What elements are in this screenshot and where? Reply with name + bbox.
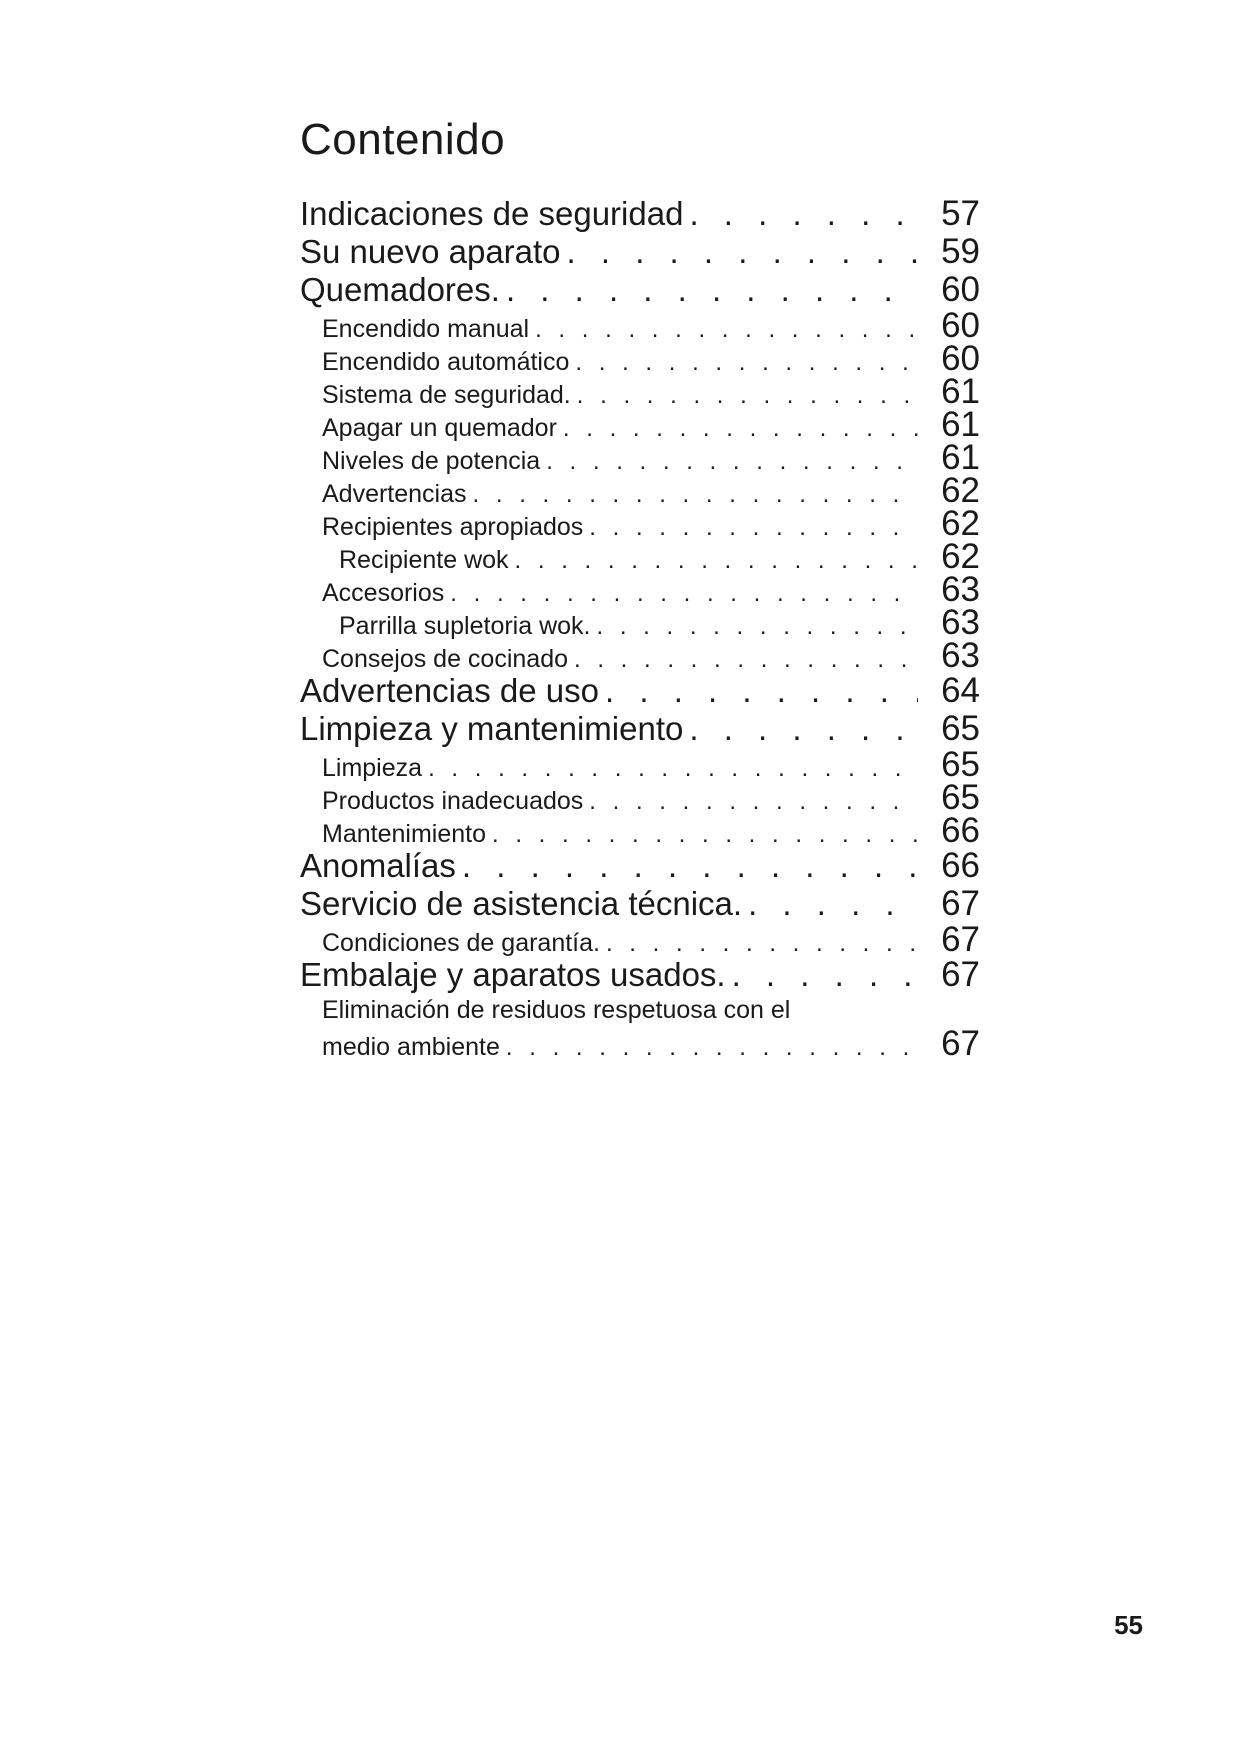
toc-entry-label: Embalaje y aparatos usados. [300, 956, 726, 993]
toc-entry-page: 67 [941, 955, 980, 994]
toc-leader-dots [589, 785, 918, 818]
toc-entry-label: medio ambiente [322, 1033, 500, 1061]
toc-entry-label: Limpieza y mantenimiento [300, 710, 684, 747]
toc-leader-dots [597, 610, 919, 643]
toc-entry-page: 64 [941, 671, 980, 710]
toc-entry-label: Su nuevo aparato [300, 233, 561, 270]
toc-entry[interactable] [300, 471, 980, 510]
toc-entry-label: Apagar un quemador [322, 414, 557, 442]
table-of-contents [300, 194, 980, 1063]
toc-entry-page: 66 [941, 846, 980, 885]
toc-entry[interactable] [300, 570, 980, 609]
toc-entry-label: Eliminación de residuos respetuosa con el [322, 996, 791, 1024]
toc-entry-label: Recipiente wok [339, 546, 509, 574]
toc-leader-dots [515, 544, 918, 577]
toc-entry[interactable] [300, 405, 980, 444]
toc-entry-label: Quemadores. [300, 271, 500, 308]
toc-leader-dots [689, 195, 918, 233]
page-number: 55 [1114, 1610, 1143, 1640]
toc-entry[interactable] [300, 885, 980, 923]
toc-entry[interactable] [300, 195, 980, 233]
toc-entry-page: 65 [941, 778, 980, 817]
toc-entry-page: 65 [941, 709, 980, 748]
toc-entry-label: Parrilla supletoria wok. [339, 612, 591, 640]
toc-leader-dots [567, 233, 918, 271]
toc-entry[interactable] [300, 537, 980, 576]
toc-leader-dots [506, 271, 918, 309]
toc-entry[interactable] [300, 372, 980, 411]
toc-entry-page: 66 [941, 811, 980, 850]
toc-entry-label: Advertencias de uso [300, 672, 600, 709]
toc-entry-label: Advertencias [322, 480, 467, 508]
toc-entry-page: 62 [941, 471, 980, 510]
toc-entry[interactable] [300, 306, 980, 345]
toc-entry-page: 65 [941, 745, 980, 784]
toc-entry-page: 59 [941, 232, 980, 271]
toc-entry-page: 60 [941, 270, 980, 309]
toc-entry[interactable] [300, 994, 980, 1063]
toc-leader-dots [462, 847, 918, 885]
toc-entry[interactable] [300, 672, 980, 710]
toc-entry-label: Mantenimiento [322, 820, 486, 848]
toc-entry-page: 67 [941, 884, 980, 923]
toc-entry-page: 61 [941, 372, 980, 411]
toc-entry-label: Recipientes apropiados [322, 513, 584, 541]
toc-entry-page: 67 [941, 1024, 980, 1063]
toc-leader-dots [577, 379, 918, 412]
toc-leader-dots [689, 710, 918, 748]
toc-entry[interactable] [300, 847, 980, 885]
toc-entry-page: 60 [941, 306, 980, 345]
toc-entry[interactable] [300, 745, 980, 784]
toc-entry-label: Anomalías [300, 847, 456, 884]
toc-entry[interactable] [300, 603, 980, 642]
toc-entry-page: 63 [941, 570, 980, 609]
toc-leader-dots [575, 346, 918, 379]
toc-entry-label: Sistema de seguridad. [322, 381, 571, 409]
toc-entry-label: Encendido manual [322, 315, 530, 343]
toc-entry-label: Limpieza [322, 754, 423, 782]
toc-entry[interactable] [300, 636, 980, 675]
toc-leader-dots [535, 313, 918, 346]
toc-entry-label: Niveles de potencia [322, 447, 541, 475]
toc-leader-dots [605, 672, 918, 710]
toc-entry-label: Productos inadecuados [322, 787, 584, 815]
toc-leader-dots [450, 577, 918, 610]
toc-entry-page: 61 [941, 438, 980, 477]
toc-leader-dots [563, 412, 918, 445]
toc-entry-page: 63 [941, 603, 980, 642]
toc-entry[interactable] [300, 811, 980, 850]
toc-entry[interactable] [300, 504, 980, 543]
toc-leader-dots [546, 445, 918, 478]
toc-entry-label: Consejos de cocinado [322, 645, 568, 673]
toc-entry[interactable] [300, 339, 980, 378]
toc-entry[interactable] [300, 956, 980, 994]
toc-leader-dots [506, 1031, 918, 1064]
toc-leader-dots [589, 511, 918, 544]
toc-entry[interactable] [300, 233, 980, 271]
toc-entry-label: Encendido automático [322, 348, 570, 376]
toc-entry[interactable] [300, 271, 980, 309]
toc-entry[interactable] [300, 778, 980, 817]
toc-entry-label: Servicio de asistencia técnica. [300, 885, 743, 922]
toc-entry-page: 67 [941, 920, 980, 959]
toc-leader-dots [748, 885, 918, 923]
toc-entry-label: Indicaciones de seguridad [300, 195, 684, 232]
page-title: Contenido [300, 115, 506, 164]
toc-entry-page: 62 [941, 537, 980, 576]
toc-entry-page: 61 [941, 405, 980, 444]
toc-entry[interactable] [300, 438, 980, 477]
toc-entry-page: 62 [941, 504, 980, 543]
toc-entry[interactable] [300, 920, 980, 959]
toc-leader-dots [473, 478, 918, 511]
toc-entry-page: 60 [941, 339, 980, 378]
toc-leader-dots [428, 752, 918, 785]
toc-entry-label: Condiciones de garantía. [322, 929, 600, 957]
toc-entry-page: 63 [941, 636, 980, 675]
toc-leader-dots [732, 956, 918, 994]
toc-entry-page: 57 [941, 194, 980, 233]
toc-entry-label: Accesorios [322, 579, 445, 607]
toc-entry[interactable] [300, 710, 980, 748]
